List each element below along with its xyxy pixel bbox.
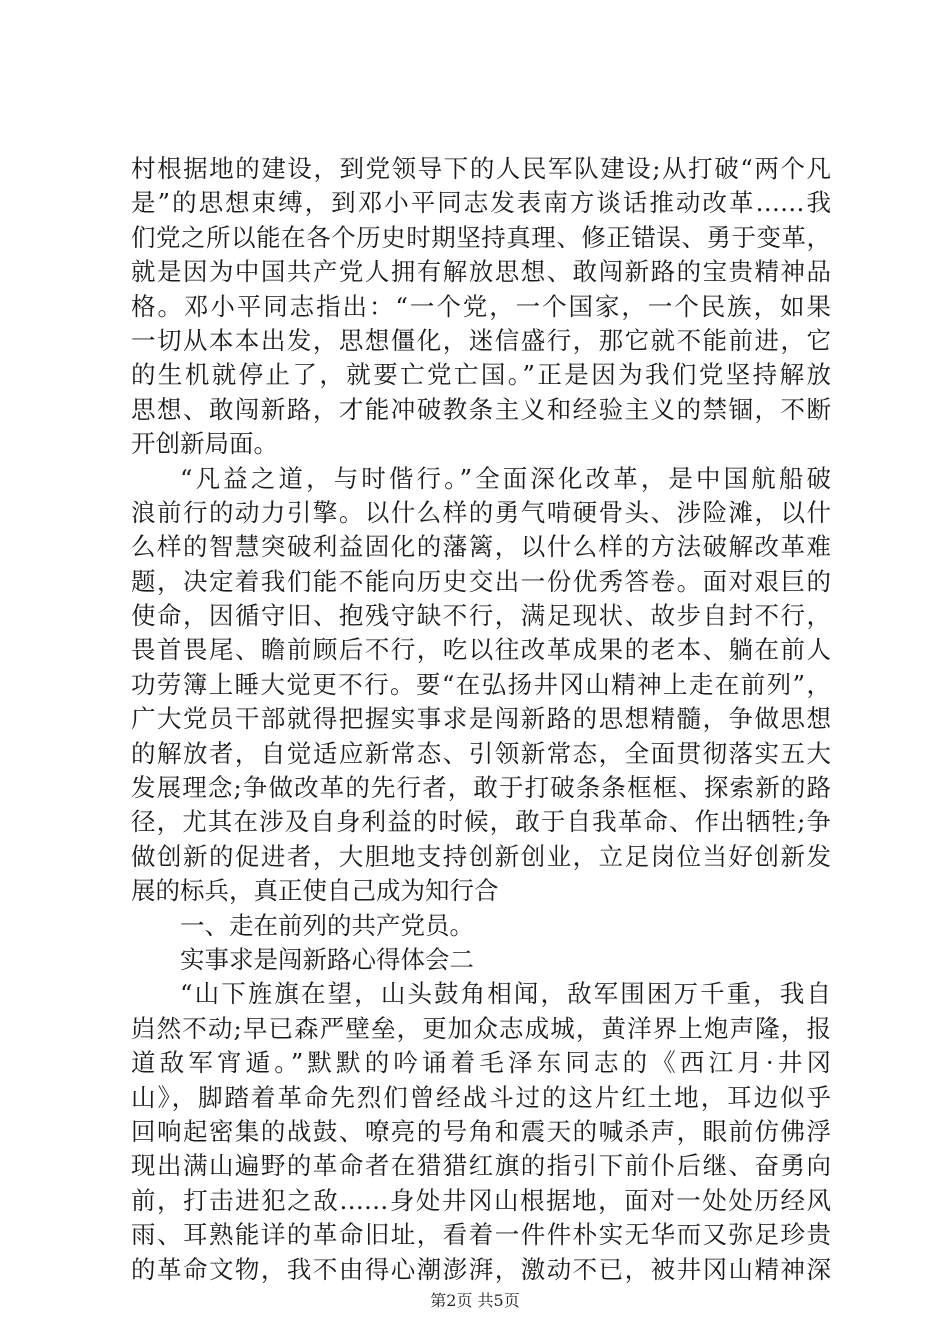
text-line: 的生机就停止了，就要亡党亡国。”正是因为我们党坚持解放: [131, 360, 831, 390]
text-line: “凡益之道，与时偕行。”全面深化改革，是中国航船破: [180, 463, 831, 493]
text-line: 现出满山遍野的革命者在猎猎红旗的指引下前仆后继、奋勇向: [131, 1151, 831, 1181]
text-line: 岿然不动;早已森严壁垒，更加众志成城，黄洋界上炮声隆，报: [131, 1013, 831, 1043]
text-line: 展的标兵，真正使自己成为知行合: [131, 876, 499, 906]
text-line: 格。邓小平同志指出：“一个党，一个国家，一个民族，如果: [131, 291, 831, 321]
text-line: “山下旌旗在望，山头鼓角相闻，敌军围困万千重，我自: [180, 979, 831, 1009]
text-line: 是”的思想束缚，到邓小平同志发表南方谈话推动改革……我: [131, 188, 831, 218]
text-line: 畏首畏尾、瞻前顾后不行，吃以往改革成果的老本、躺在前人: [131, 635, 831, 665]
text-line: 雨、耳熟能详的革命旧址，看着一件件朴实无华而又弥足珍贵: [131, 1220, 831, 1250]
text-line: 做创新的促进者，大胆地支持创新创业，立足岗位当好创新发: [131, 841, 831, 871]
text-line: 道敌军宵遁。”默默的吟诵着毛泽东同志的《西江月·井冈: [131, 1048, 831, 1078]
text-line: 的解放者，自觉适应新常态、引领新常态，全面贯彻落实五大: [131, 738, 831, 768]
text-line: 村根据地的建设，到党领导下的人民军队建设;从打破“两个凡: [131, 154, 831, 183]
text-line: 径，尤其在涉及自身利益的时候，敢于自我革命、作出牺牲;争: [131, 807, 831, 837]
text-line: 山》，脚踏着革命先烈们曾经战斗过的这片红土地，耳边似乎: [131, 1082, 831, 1112]
text-line: 题，决定着我们能不能向历史交出一份优秀答卷。面对艰巨的: [131, 566, 831, 596]
text-line: 前，打击进犯之敌……身处井冈山根据地，面对一处处历经风: [131, 1185, 831, 1215]
page-footer: 第2页 共5页: [430, 1291, 520, 1310]
text-line: 们党之所以能在各个历史时期坚持真理、修正错误、勇于变革，: [131, 222, 831, 252]
text-line: 浪前行的动力引擎。以什么样的勇气啃硬骨头、涉险滩，以什: [131, 497, 831, 527]
text-line: 开创新局面。: [131, 429, 278, 459]
text-line: 一、走在前列的共产党员。: [180, 910, 474, 940]
text-line: 回响起密集的战鼓、嘹亮的号角和震天的喊杀声，眼前仿佛浮: [131, 1116, 831, 1146]
text-line: 发展理念;争做改革的先行者，敢于打破条条框框、探索新的路: [131, 773, 831, 803]
text-line: 广大党员干部就得把握实事求是闯新路的思想精髓，争做思想: [131, 704, 831, 734]
text-line: 功劳簿上睡大觉更不行。要“在弘扬井冈山精神上走在前列”，: [131, 669, 831, 699]
text-line: 的革命文物，我不由得心潮澎湃，激动不已，被井冈山精神深: [131, 1254, 831, 1284]
text-line: 实事求是闯新路心得体会二: [180, 944, 474, 974]
body-text: [131, 152, 831, 1287]
text-line: 思想、敢闯新路，才能冲破教条主义和经验主义的禁锢，不断: [131, 394, 831, 424]
text-line: 就是因为中国共产党人拥有解放思想、敢闯新路的宝贵精神品: [131, 257, 831, 287]
text-line: 么样的智慧突破利益固化的藩篱，以什么样的方法破解改革难: [131, 532, 831, 562]
text-line: 一切从本本出发，思想僵化，迷信盛行，那它就不能前进，它: [131, 325, 831, 355]
text-line: 使命，因循守旧、抱残守缺不行，满足现状、故步自封不行，: [131, 601, 831, 631]
